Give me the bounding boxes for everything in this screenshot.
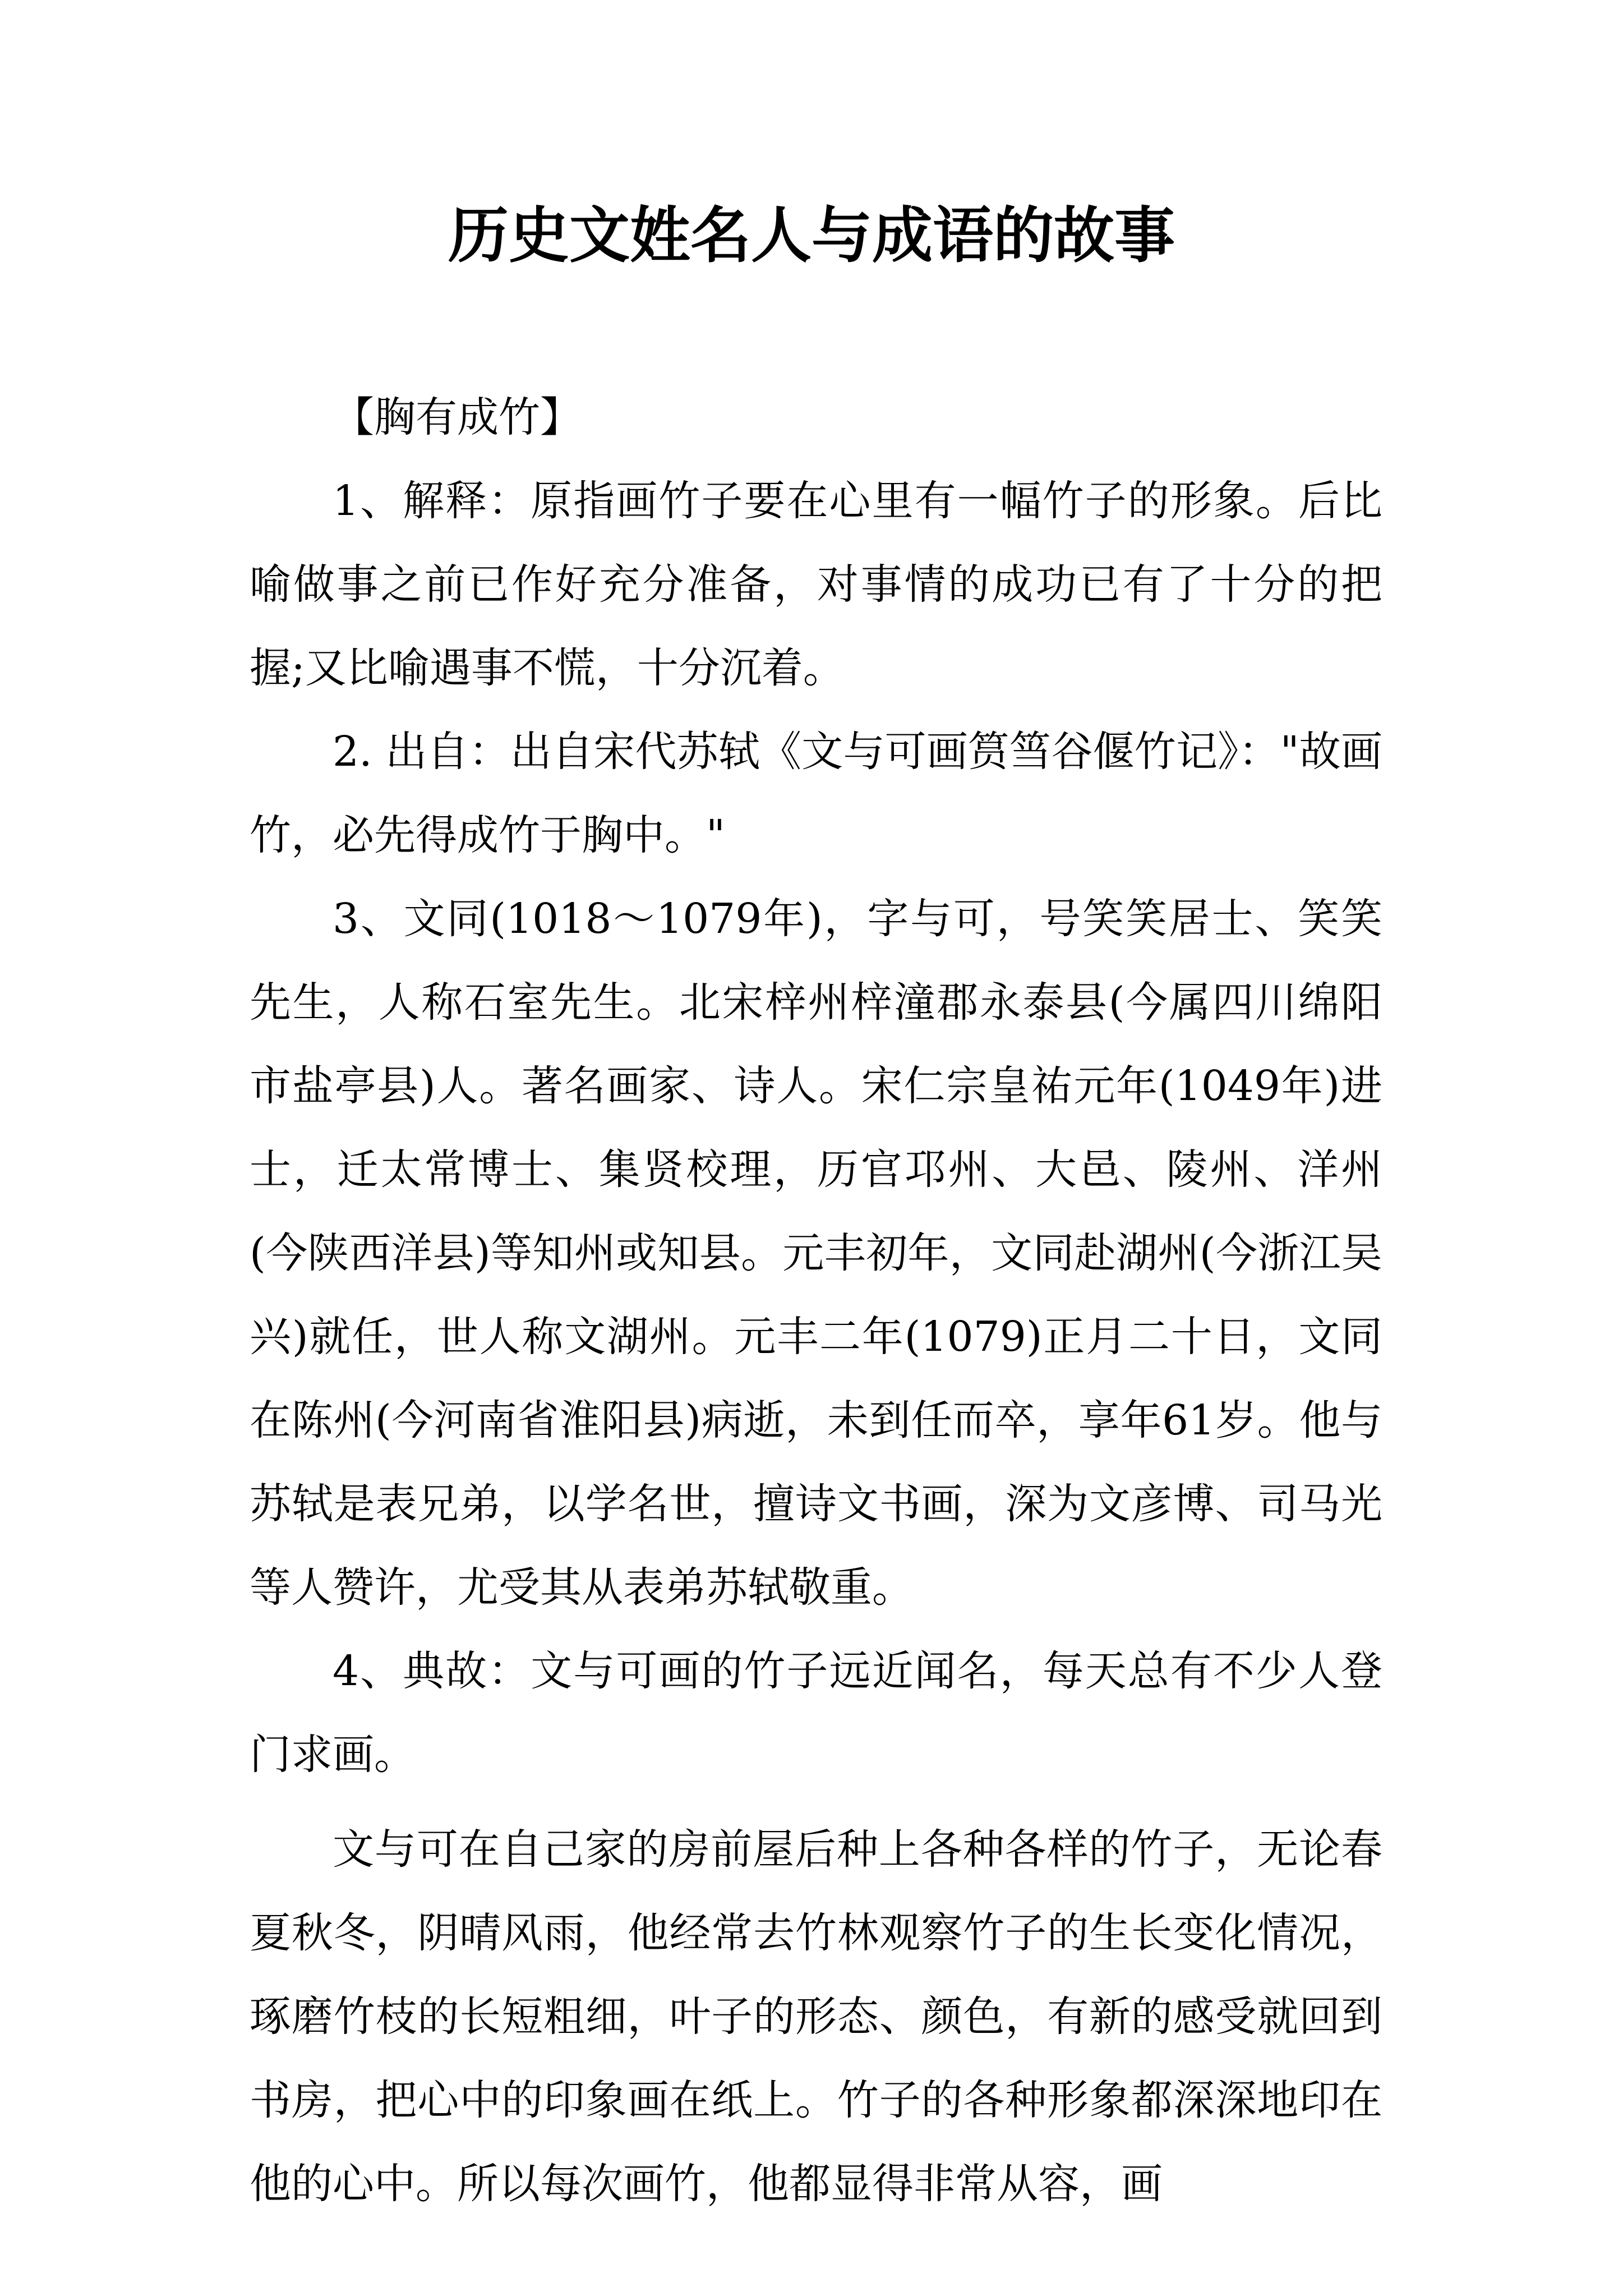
document-body	[250, 376, 1382, 2226]
document-title: 历史文姓名人与成语的故事	[448, 200, 1175, 271]
paragraph-allusion: 4、典故：文与可画的竹子远近闻名，每天总有不少人登门求画。	[250, 1647, 1382, 1779]
section-heading: 【胸有成竹】	[333, 393, 582, 441]
paragraph-explanation: 1、解释：原指画竹子要在心里有一幅竹子的形象。后比喻做事之前已作好充分准备，对事情的成功已有了十分的把握;又比喻遇事不慌，十分沉着。	[250, 477, 1382, 692]
paragraph-biography: 3、文同(1018～1079年)，字与可，号笑笑居士、笑笑先生，人称石室先生。北宋梓州梓潼郡永泰县(今属四川绵阳市盐亭县)人。著名画家、诗人。宋仁宗皇祐元年(1049年)进士，迁太常博士、集贤校理，历官邛州、大邑、陵州、洋州(今陕西洋县)等知州或知县。元丰初年，文同赴湖州(今浙江吴兴)就任，世人称文湖州。元丰二年(1079)正月二十日，文同在陈州(今河南省淮阳县)病逝，未到任而卒，享年61岁。他与苏轼是表兄弟，以学名世，擅诗文书画，深为文彦博、司马光等人赞许，尤受其从表弟苏轼敬重。	[250, 895, 1382, 1612]
paragraph-story: 文与可在自己家的房前屋后种上各种各样的竹子，无论春夏秋冬，阴晴风雨，他经常去竹林观察竹子的生长变化情况，琢磨竹枝的长短粗细，叶子的形态、颜色，有新的感受就回到书房，把心中的印象画在纸上。竹子的各种形象都深深地印在他的心中。所以每次画竹，他都显得非常从容，画	[250, 1825, 1382, 2208]
paragraph-source: 2. 出自：出自宋代苏轼《文与可画筼筜谷偃竹记》："故画竹，必先得成竹于胸中。"	[250, 728, 1382, 859]
